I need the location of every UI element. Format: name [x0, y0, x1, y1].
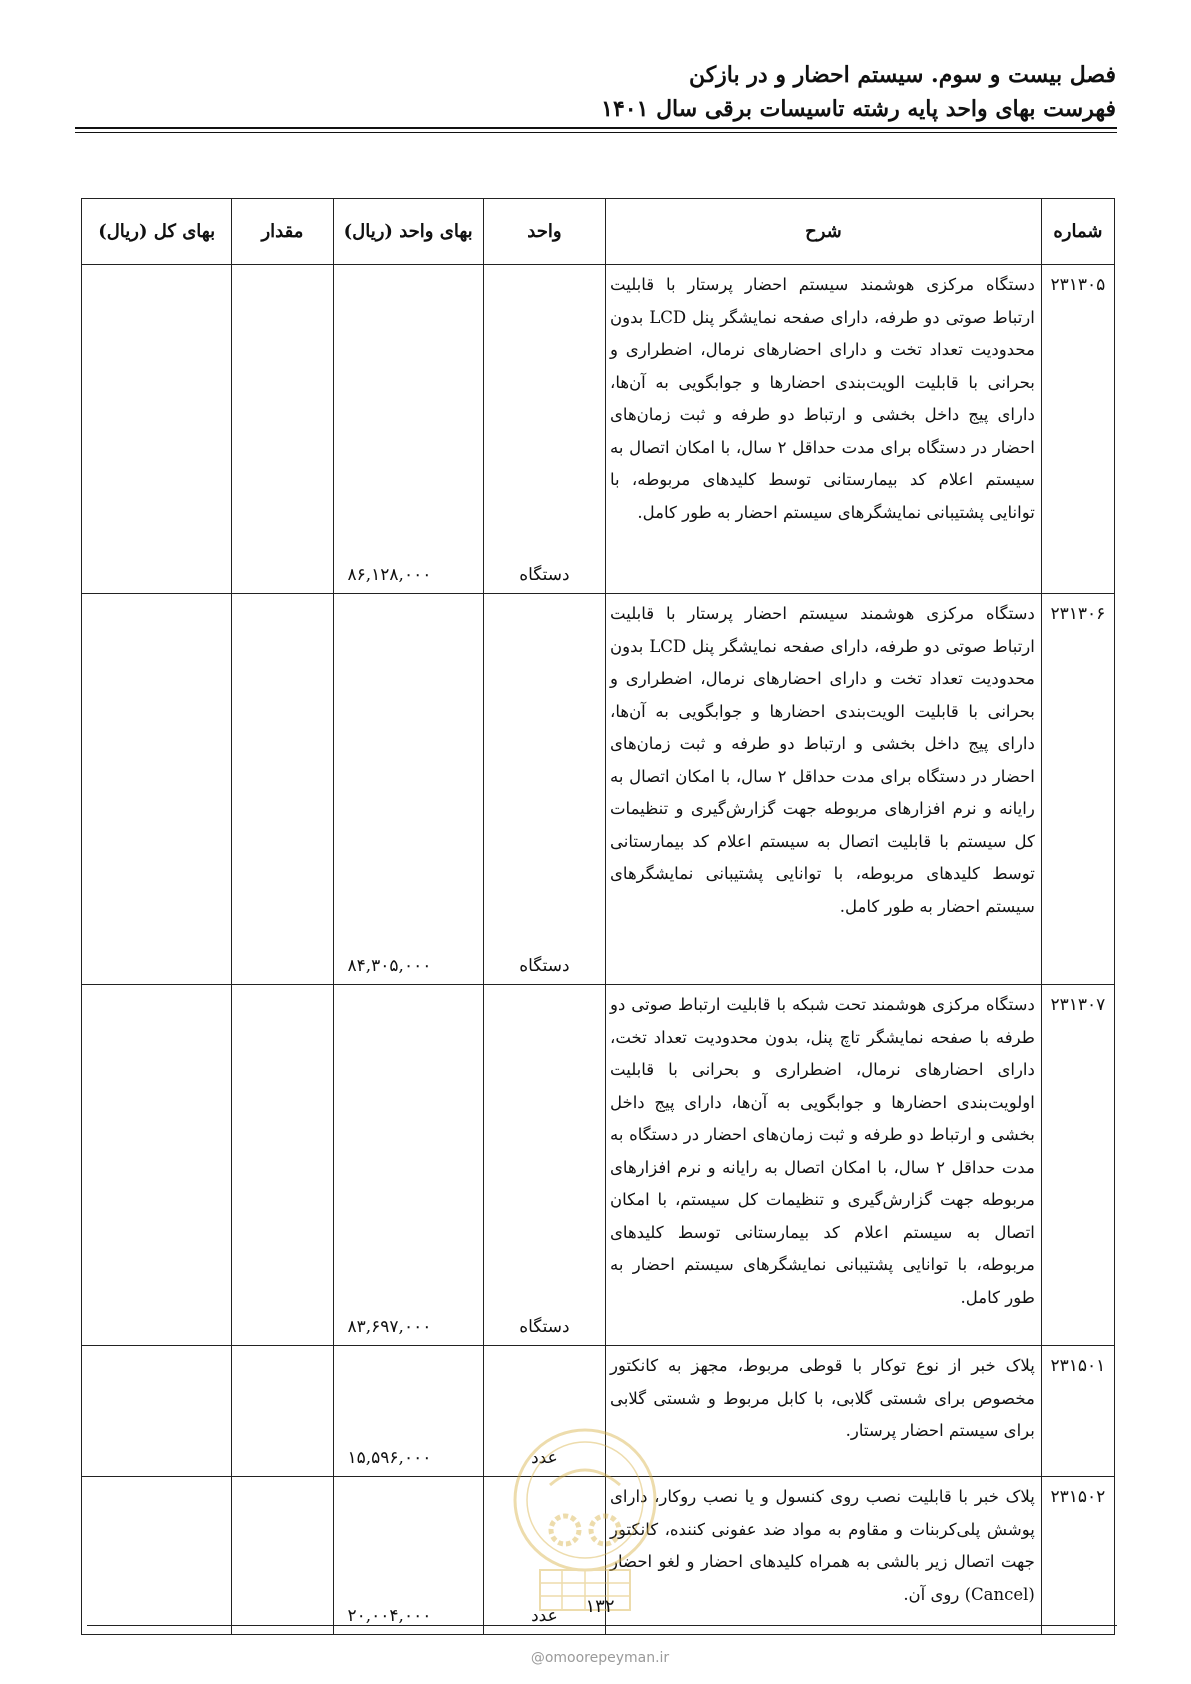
item-unit: عدد [483, 1477, 605, 1635]
page-header [75, 58, 1116, 126]
item-number: ۲۳۱۳۰۵ [1041, 265, 1114, 594]
item-quantity [232, 1477, 333, 1635]
table-row [82, 594, 1115, 985]
item-number: ۲۳۱۳۰۶ [1041, 594, 1114, 985]
table-row [82, 985, 1115, 1346]
item-unit: عدد [483, 1346, 605, 1477]
chapter-title: فصل بیست و سوم. سیستم احضار و در بازکن [688, 62, 1116, 88]
item-total-price [82, 1346, 232, 1477]
item-total-price [82, 265, 232, 594]
item-unit: دستگاه [483, 265, 605, 594]
item-quantity [232, 594, 333, 985]
item-unit-price: ۸۴,۳۰۵,۰۰۰ [333, 594, 483, 985]
column-header-unit-price: بهای واحد (ریال) [333, 199, 483, 265]
item-unit-price: ۸۳,۶۹۷,۰۰۰ [333, 985, 483, 1346]
item-description: دستگاه مرکزی هوشمند سیستم احضار پرستار با قابلیت ارتباط صوتی دو طرفه، دارای صفحه نمایشگر پنل LCD بدون محدودیت تعداد تخت و دارای احضارهای نرمال، اضطراری و بحرانی با قابلیت الویت‌بندی احضارها و جوابگویی به آن‌ها، دارای پیج داخل بخشی و ارتباط دو طرفه و ثبت زمان‌های احضار در دستگاه برای مدت حداقل ۲ سال، با امکان اتصال به سیستم اعلام کد بیمارستانی توسط کلیدهای مربوطه، با توانایی پشتیبانی نمایشگرهای سیستم احضار به طور کامل. [606, 265, 1042, 594]
item-unit: دستگاه [483, 594, 605, 985]
item-unit-price: ۲۰,۰۰۴,۰۰۰ [333, 1477, 483, 1635]
item-description: دستگاه مرکزی هوشمند تحت شبکه با قابلیت ارتباط صوتی دو طرفه با صفحه نمایشگر تاچ پنل، بدون محدودیت تعداد تخت، دارای احضارهای نرمال، اضطراری و بحرانی با قابلیت اولویت‌بندی احضارها و جوابگویی به آن‌ها، دارای پیج داخل بخشی و ارتباط دو طرفه و ثبت زمان‌های احضار در دستگاه به مدت حداقل ۲ سال، با امکان اتصال به رایانه و نرم افزارهای مربوطه جهت گزارش‌گیری و تنظیمات کل سیستم، با امکان اتصال به سیستم اعلام کد بیمارستانی توسط کلیدهای مربوطه، با توانایی پشتیبانی نمایشگرهای سیستم احضار به طور کامل. [606, 985, 1042, 1346]
item-description: دستگاه مرکزی هوشمند سیستم احضار پرستار با قابلیت ارتباط صوتی دو طرفه، دارای صفحه نمایشگر پنل LCD بدون محدودیت تعداد تخت و دارای احضارهای نرمال، اضطراری و بحرانی با قابلیت الویت‌بندی احضارها و جوابگویی به آن‌ها، دارای پیج داخل بخشی و ارتباط دو طرفه و ثبت زمان‌های احضار در دستگاه برای مدت حداقل ۲ سال، با امکان اتصال به رایانه و نرم افزارهای مربوطه جهت گزارش‌گیری و تنظیمات کل سیستم با قابلیت اتصال به سیستم اعلام کد بیمارستانی توسط کلیدهای مربوطه، با توانایی پشتیبانی نمایشگرهای سیستم احضار به طور کامل. [606, 594, 1042, 985]
item-quantity [232, 1346, 333, 1477]
price-list-table [81, 198, 1115, 1635]
item-quantity [232, 265, 333, 594]
header-divider-thick [75, 127, 1117, 129]
column-header-quantity: مقدار [232, 199, 333, 265]
table-row [82, 1346, 1115, 1477]
item-description: پلاک خبر از نوع توکار با قوطی مربوط، مجهز به کانکتور مخصوص برای شستی گلابی، با کابل مربوط و شستی گلابی برای سیستم احضار پرستار. [606, 1346, 1042, 1477]
item-total-price [82, 594, 232, 985]
column-header-number: شماره [1041, 199, 1114, 265]
item-number: ۲۳۱۵۰۲ [1041, 1477, 1114, 1635]
item-unit-price: ۱۵,۵۹۶,۰۰۰ [333, 1346, 483, 1477]
item-unit-price: ۸۶,۱۲۸,۰۰۰ [333, 265, 483, 594]
item-number: ۲۳۱۳۰۷ [1041, 985, 1114, 1346]
item-quantity [232, 985, 333, 1346]
header-divider-thin [75, 132, 1117, 133]
list-title: فهرست بهای واحد پایه رشته تاسیسات برقی سال ۱۴۰۱ [601, 96, 1116, 122]
footer-divider [87, 1625, 1117, 1626]
item-unit: دستگاه [483, 985, 605, 1346]
column-header-description: شرح [606, 199, 1042, 265]
column-header-unit: واحد [483, 199, 605, 265]
item-total-price [82, 1477, 232, 1635]
column-header-total-price: بهای کل (ریال) [82, 199, 232, 265]
item-number: ۲۳۱۵۰۱ [1041, 1346, 1114, 1477]
page-number: ۱۳۲ [585, 1596, 615, 1617]
watermark-url: @omoorepeyman.ir [530, 1650, 670, 1666]
table-row [82, 265, 1115, 594]
table-header-row [82, 199, 1115, 265]
item-description: پلاک خبر با قابلیت نصب روی کنسول و یا نصب روکار، دارای پوشش پلی‌کربنات و مقاوم به مواد ضد عفونی کننده، کانکتور جهت اتصال زیر بالشی به همراه کلیدهای احضار و لغو احضار (Cancel) روی آن. [606, 1477, 1042, 1635]
item-total-price [82, 985, 232, 1346]
